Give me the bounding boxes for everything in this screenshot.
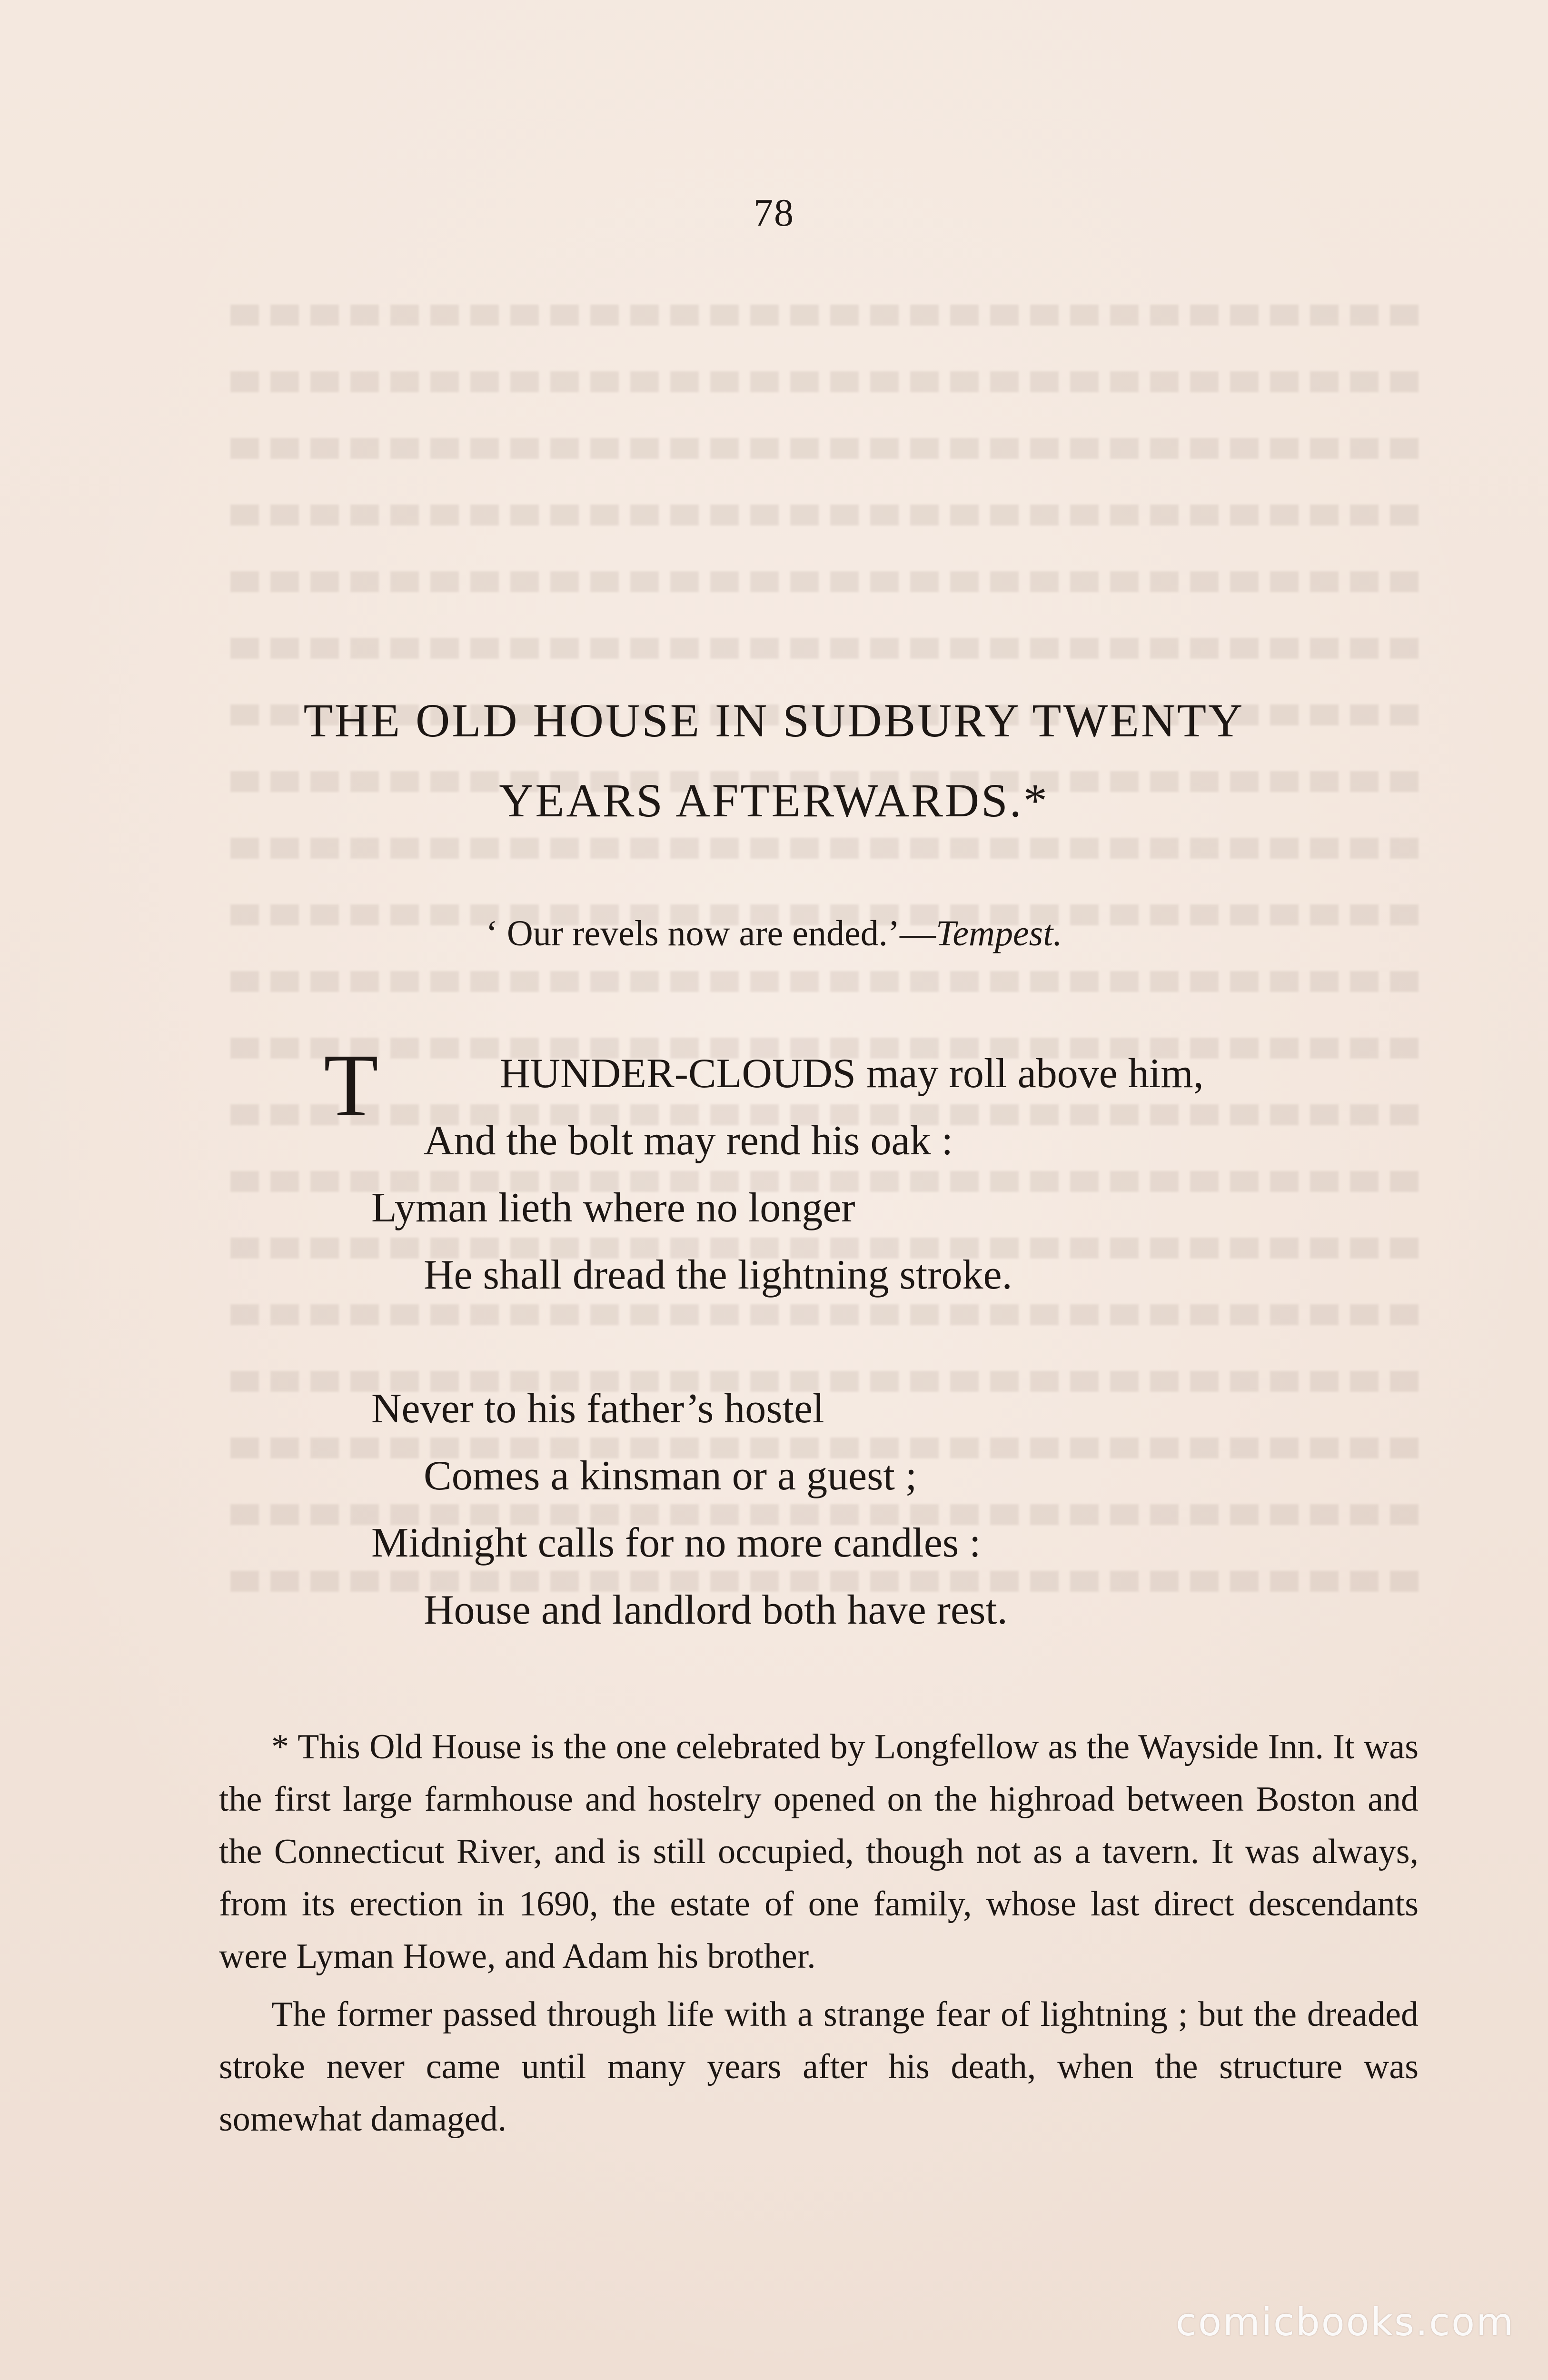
footnote-paragraph-2: The former passed through life with a strange fear of lightning ; but the dreaded stroke never came until many years after his death, when the structure was somewhat damaged. <box>219 1995 1419 2139</box>
epigraph-quote: ‘ Our revels now are ended.’— <box>486 913 936 953</box>
poem-line: HUNDER-CLOUDS may roll above him, <box>500 1051 1204 1097</box>
drop-cap: T <box>324 1035 378 1135</box>
poem-line: Midnight calls for no more candles : <box>371 1520 981 1566</box>
poem-title <box>200 681 1348 841</box>
poem-line: He shall dread the lightning stroke. <box>424 1252 1012 1298</box>
page-number: 78 <box>754 191 794 234</box>
title-line-1: THE OLD HOUSE IN SUDBURY TWENTY <box>303 694 1245 747</box>
poem-line: Never to his father’s hostel <box>371 1386 824 1432</box>
poem-line: Lyman lieth where no longer <box>371 1185 855 1231</box>
poem-line: And the bolt may rend his oak : <box>424 1118 953 1164</box>
poem-line: Comes a kinsman or a guest ; <box>424 1453 917 1499</box>
poem-line: House and landlord both have rest. <box>424 1587 1008 1633</box>
footnote-paragraph-1: * This Old House is the one celebrated by Longfellow as the Wayside Inn. It was the first large farmhouse and hostelry opened on the highroad between Boston and the Connecticut River, and is still occupied, though not as a tavern. It was always, from its erection in 1690, the estate of one family, whose last direct descendants were Lyman Howe, and Adam his brother. <box>219 1727 1419 1976</box>
title-line-2: YEARS AFTERWARDS.* <box>499 774 1049 827</box>
watermark-logo: comicbooks.com <box>1175 2300 1515 2344</box>
epigraph-source: Tempest. <box>936 913 1062 953</box>
epigraph <box>0 913 1548 954</box>
poem-body <box>371 1040 1204 1644</box>
stanza-break <box>371 1309 1204 1375</box>
footnote <box>219 1721 1419 2145</box>
